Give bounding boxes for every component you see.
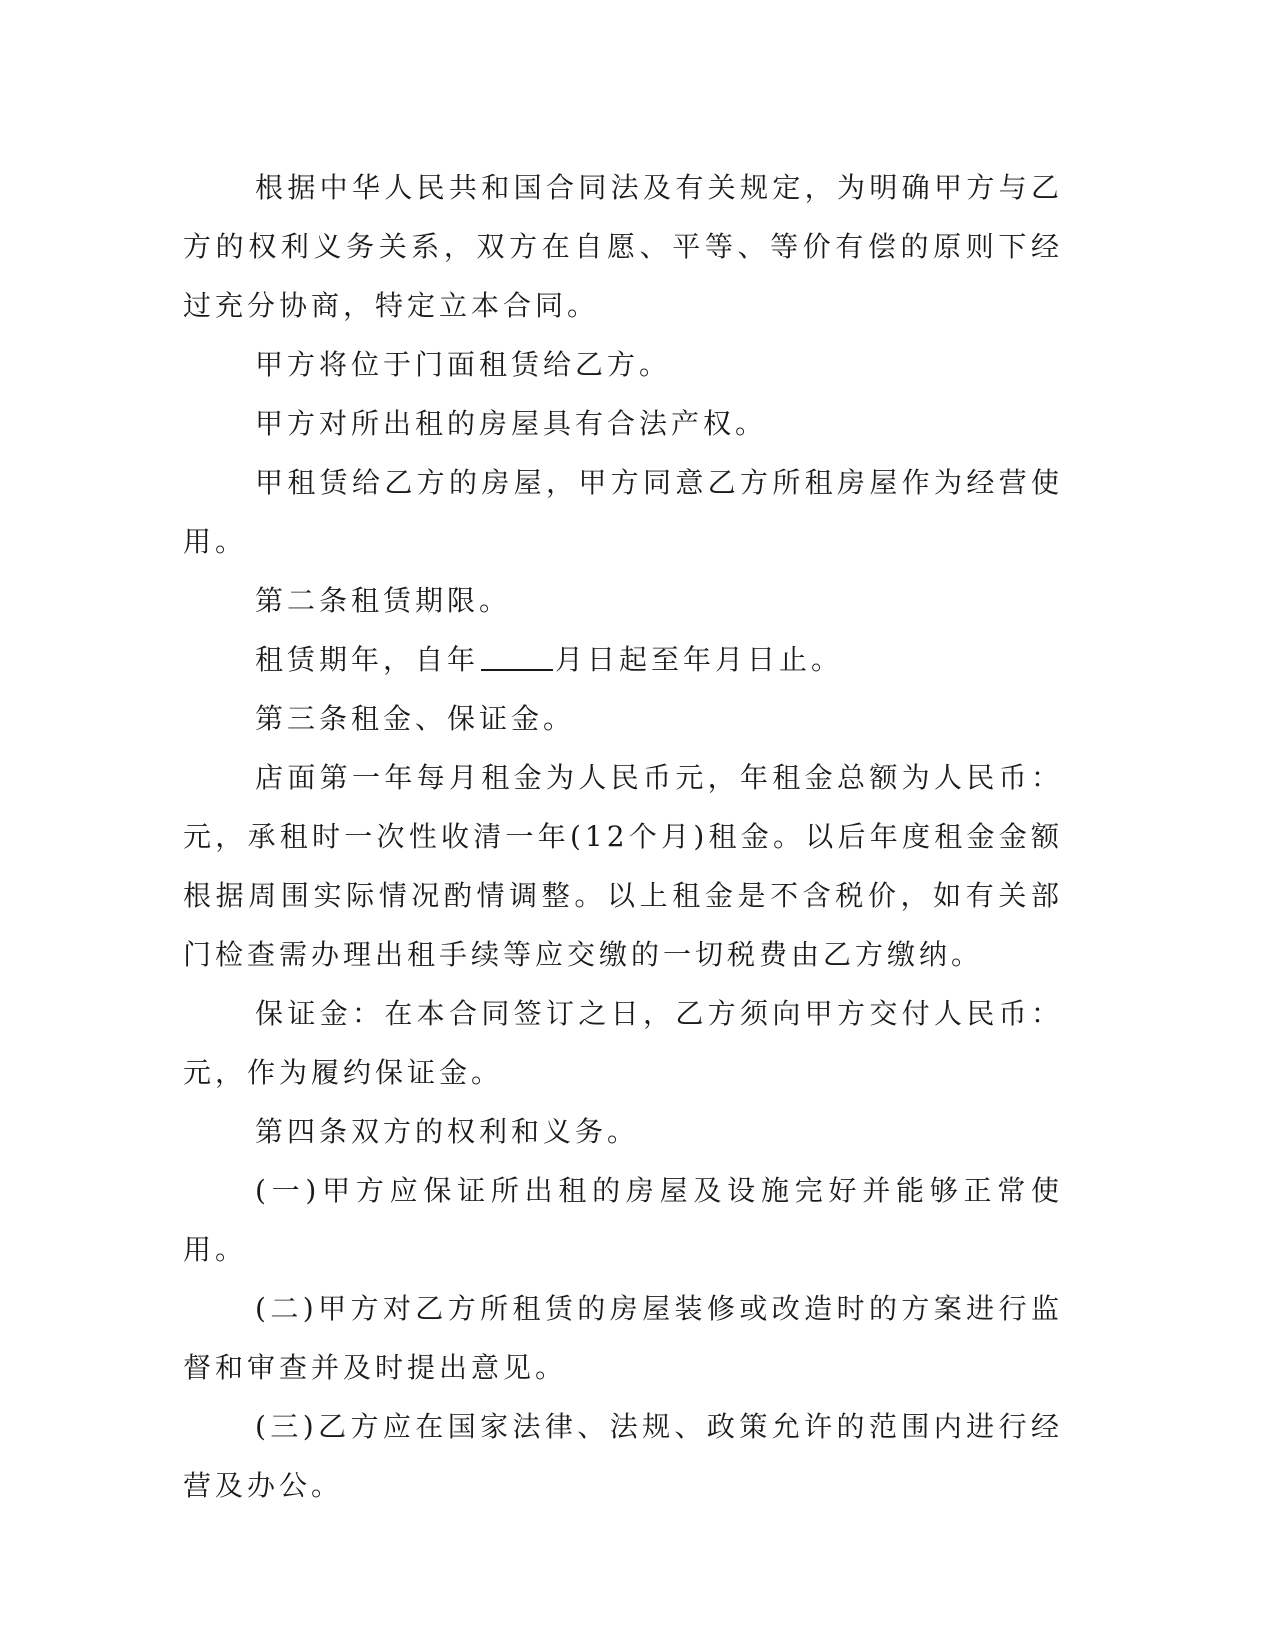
paragraph-location: 甲方将位于门面租赁给乙方。 (255, 348, 672, 381)
clause-1: (一)甲方应保证所出租的房屋及设施完好并能够正常使用。 (183, 1174, 1063, 1266)
document-body (183, 158, 1063, 1515)
heading-article-3: 第三条租金、保证金。 (255, 702, 576, 735)
paragraph-lease-term (183, 630, 1063, 689)
lease-term-text-start: 租赁期年，自年 (255, 643, 480, 676)
paragraph-deposit: 保证金：在本合同签订之日，乙方须向甲方交付人民币：元，作为履约保证金。 (183, 997, 1063, 1089)
paragraph-ownership: 甲方对所出租的房屋具有合法产权。 (255, 407, 768, 440)
lease-term-text-end: 月日起至年月日止。 (555, 643, 844, 676)
paragraph-preamble: 根据中华人民共和国合同法及有关规定，为明确甲方与乙方的权利义务关系，双方在自愿、平等、等价有偿的原则下经过充分协商，特定立本合同。 (183, 171, 1063, 322)
heading-article-2: 第二条租赁期限。 (255, 584, 512, 617)
heading-article-4: 第四条双方的权利和义务。 (255, 1115, 640, 1148)
fill-in-blank (481, 639, 553, 671)
paragraph-rent: 店面第一年每月租金为人民币元，年租金总额为人民币：元，承租时一次性收清一年(12个月)租金。以后年度租金金额根据周围实际情况酌情调整。以上租金是不含税价，如有关部门检查需办理出租手续等应交缴的一切税费由乙方缴纳。 (183, 761, 1063, 971)
paragraph-usage: 甲租赁给乙方的房屋，甲方同意乙方所租房屋作为经营使用。 (183, 466, 1063, 558)
clause-3: (三)乙方应在国家法律、法规、政策允许的范围内进行经营及办公。 (183, 1410, 1063, 1502)
clause-2: (二)甲方对乙方所租赁的房屋装修或改造时的方案进行监督和审查并及时提出意见。 (183, 1292, 1063, 1384)
